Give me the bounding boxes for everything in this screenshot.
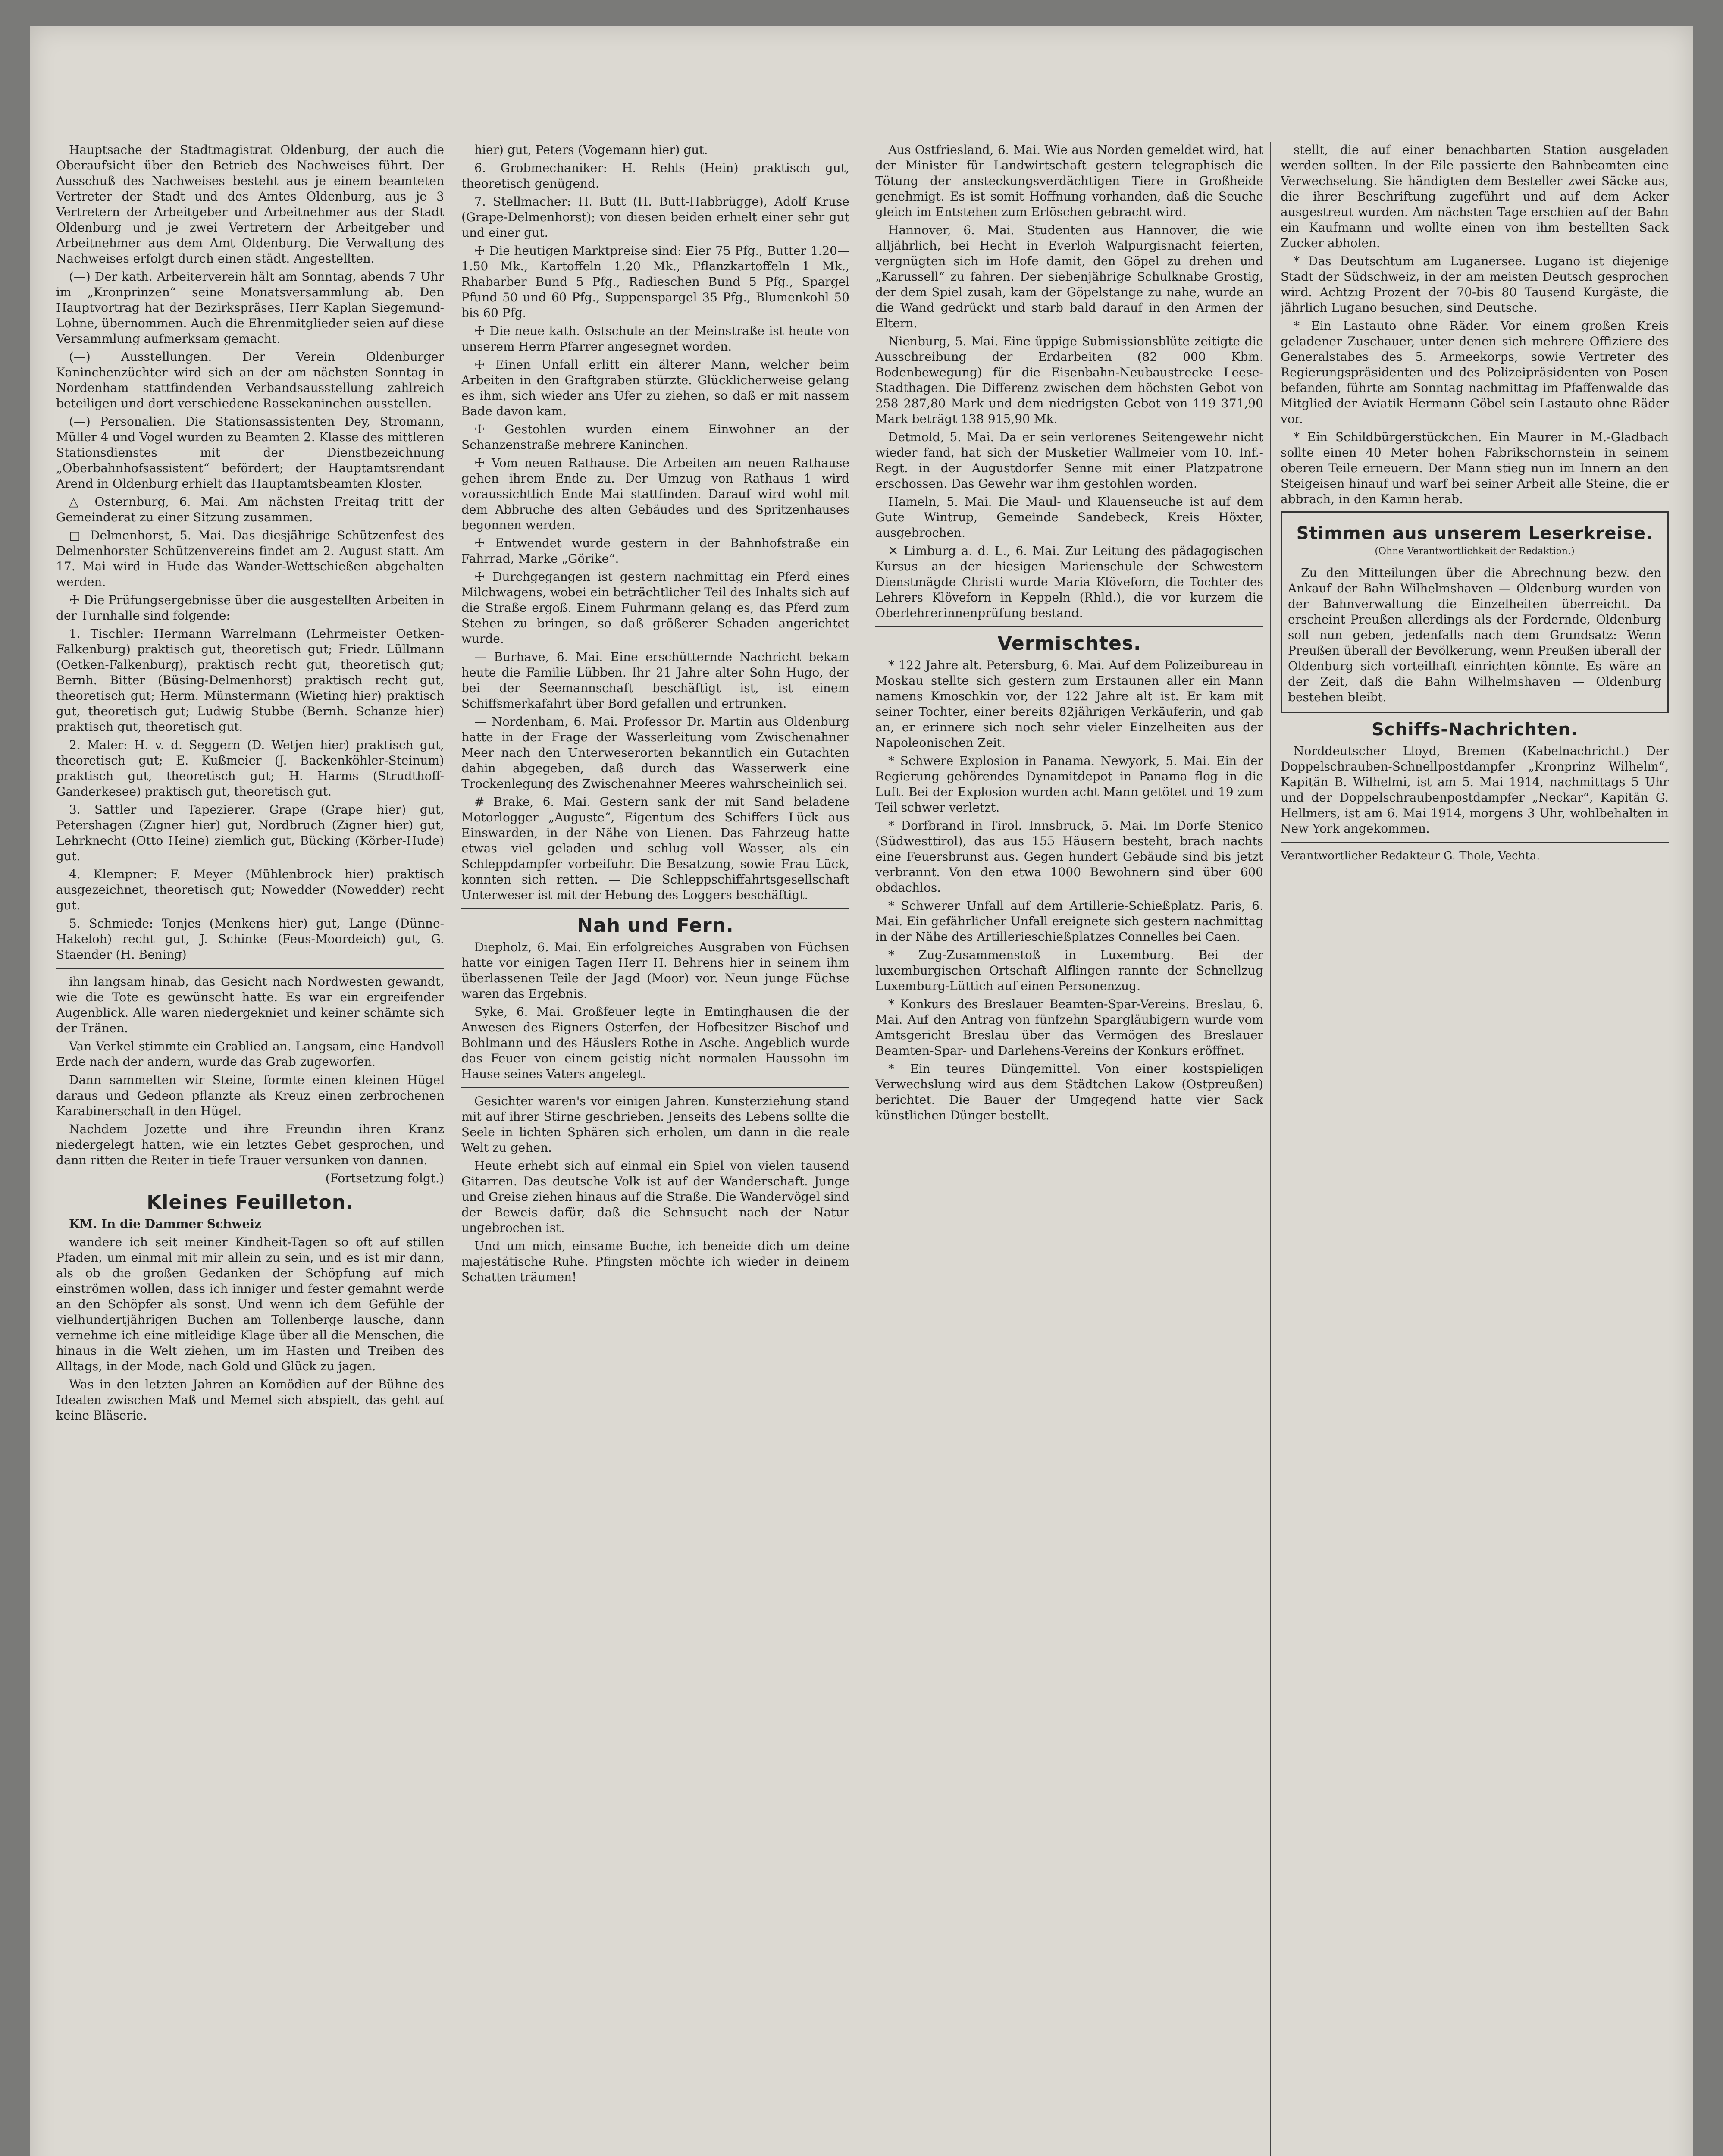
article: — Nordenham, 6. Mai. Professor Dr. Martin aus Oldenburg hatte in der Frage der Wasserleitung vom Zwischenahner Meer nach den Unterweserorten bekanntlich ein Gutachten dahin abgegeben, daß durch das Wasserwerk eine Trockenlegung des Zwischenahner Meeres wahrscheinlich sei. [461,714,849,791]
section-rule [461,1087,849,1088]
column-1 [56,142,444,2156]
article: 2. Maler: H. v. d. Seggern (D. Wetjen hier) praktisch gut, theoretisch gut; E. Kußmeier (J. Backenköhler-Steinum) praktisch gut, theoretisch gut; H. Harms (Strudthoff-Ganderkesee) praktisch gut, theoretisch gut. [56,738,444,799]
section-heading: Stimmen aus unserem Leserkreise. [1296,523,1653,543]
newspaper-page [30,26,1693,2156]
article: Hauptsache der Stadtmagistrat Oldenburg, der auch die Oberaufsicht über den Betrieb des Nachweises führt. Der Ausschuß des Nachweises besteht aus je einem beamteten Vertreter der Stadt und des Amtes Oldenburg, aus je 3 Vertretern der Arbeitgeber und Arbeitnehmer aus der Stadt Oldenburg und je zwei Vertretern der Arbeitgeber und Arbeitnehmer aus dem Amt Oldenburg. Die Verwaltung des Nachweises erfolgt durch einen städt. Angestellten. [56,143,444,266]
article: Hannover, 6. Mai. Studenten aus Hannover, die wie alljährlich, bei Hecht in Everloh Walpurgisnacht feierten, vergnügten sich im Hofe damit, den Göpel zu drehen und „Karussell“ zu fahren. Der siebenjährige Schulknabe Grostig, der dem Spiel zusah, kam der Göpelstange zu nahe, wurde an die Wand gedrückt und starb bald darauf in den Armen der Eltern. [875,223,1263,330]
section-subheading: (Ohne Verantwortlichkeit der Redaktion.) [1375,546,1575,557]
column-2 [461,142,849,2156]
article: stellt, die auf einer benachbarten Station ausgeladen werden sollten. In der Eile passierte den Bahnbeamten eine Verwechselung. Sie händigten dem Besteller zwei Säcke aus, die ihrer Beschriftung zugeführt und auf dem Acker ausgestreut wurden. Am nächsten Tage erschien auf der Bahn ein Kaufmann und wollte einen von ihm bestellten Sack Zucker abholen. [1281,143,1669,250]
article: * Das Deutschtum am Luganersee. Lugano ist diejenige Stadt der Südschweiz, in der am meisten Deutsch gesprochen wird. Achtzig Prozent der 70-bis 80 Tausend Kurgäste, die jährlich Lugano besuchen, sind Deutsche. [1281,254,1669,315]
article: Syke, 6. Mai. Großfeuer legte in Emtinghausen die der Anwesen des Eigners Osterfen, der Hofbesitzer Bischof und Bohlmann und des Häuslers Rothe in Asche. Angeblich wurde das Feuer von einem geistig nicht normalen Haussohn im Hause seines Vaters angelegt. [461,1005,849,1081]
article: 7. Stellmacher: H. Butt (H. Butt-Habbrügge), Adolf Kruse (Grape-Delmenhorst); von diesen beiden erhielt einer sehr gut und einer gut. [461,194,849,240]
article: * Zug-Zusammenstoß in Luxemburg. Bei der luxemburgischen Ortschaft Alflingen rannte der Schnellzug Luxemburg-Lüttich auf einen Personenzug. [875,948,1263,993]
column-4 [1281,142,1669,2156]
section-heading: Vermischtes. [997,633,1141,655]
article: 6. Grobmechaniker: H. Rehls (Hein) praktisch gut, theoretisch genügend. [461,161,849,191]
reader-voices-box [1281,511,1669,713]
serial-text: Nachdem Jozette und ihre Freundin ihren Kranz niedergelegt hatten, wie ein letztes Gebet gesprochen, und dann ritten die Reiter in tiefe Trauer versunken von dannen. [56,1122,444,1167]
section-rule [56,968,444,969]
article: # Brake, 6. Mai. Gestern sank der mit Sand beladene Motorlogger „Auguste“, Eigentum des Schiffers Lück aus Einswarden, in der Nähe von Lienen. Das Fahrzeug hatte etwas viel geladen und schlug voll Wasser, als ein Schleppdampfer vorbeifuhr. Die Besatzung, sowie Frau Lück, konnten sich retten. — Die Schleppschiffahrtsgesellschaft Unterweser ist mit der Hebung des Loggers beschäftigt. [461,795,849,902]
column-3 [875,142,1263,2156]
article: ☩ Vom neuen Rathause. Die Arbeiten am neuen Rathause gehen ihrem Ende zu. Der Umzug von Rathaus 1 wird voraussichtlich Ende Mai stattfinden. Darauf wird wohl mit dem Abbruche des alten Gebäudes und des Spritzenhauses begonnen werden. [461,456,849,532]
article: — Burhave, 6. Mai. Eine erschütternde Nachricht bekam heute die Familie Lübben. Ihr 21 Jahre alter Sohn Hugo, der bei der Seemannschaft beschäftigt ist, ist einem Schiffsmerkafahrt über Bord gefallen und ertrunken. [461,650,849,711]
serial-text: Van Verkel stimmte ein Grablied an. Langsam, eine Handvoll Erde nach der andern, wurde das Grab zugeworfen. [56,1039,444,1069]
article: 1. Tischler: Hermann Warrelmann (Lehrmeister Oetken-Falkenburg) praktisch gut, theoretisch gut; Friedr. Lüllmann (Oetken-Falkenburg), praktisch recht gut, theoretisch gut; Bernh. Bitter (Büsing-Delmenhorst) praktisch recht gut, theoretisch gut; Herm. Münstermann (Wieting hier) praktisch gut, theoretisch gut; Ludwig Stubbe (Bernh. Schanze hier) praktisch gut, theoretisch gut. [56,627,444,734]
editor-line: Verantwortlicher Redakteur G. Thole, Vechta. [1281,849,1540,862]
article: ☩ Durchgegangen ist gestern nachmittag ein Pferd eines Milchwagens, wobei ein beträchtlicher Teil des Inhalts sich auf die Straße ergoß. Einem Fuhrmann gelang es, das Pferd zum Stehen zu bringen, so daß größerer Schaden angerichtet wurde. [461,570,849,646]
article: 3. Sattler und Tapezierer. Grape (Grape hier) gut, Petershagen (Zigner hier) gut, Nordbruch (Zigner hier) gut, Lehrknecht (Otto Heine) ziemlich gut, Bücking (Körber-Hude) gut. [56,802,444,863]
article: (—) Der kath. Arbeiterverein hält am Sonntag, abends 7 Uhr im „Kronprinzen“ seine Monatsversammlung ab. Den Hauptvortrag hat der Bezirkspräses, Herr Kaplan Siegemund-Lohne, übernommen. Auch die Ehrenmitglieder seien auf diese Versammlung aufmerksam gemacht. [56,270,444,346]
article: Nienburg, 5. Mai. Eine üppige Submissionsblüte zeitigte die Ausschreibung der Erdarbeiten (82 000 Kbm. Bodenbewegung) für die Eisenbahn-Neubaustrecke Leese-Stadthagen. Die Differenz zwischen dem höchsten Gebot von 258 287,80 Mark und dem niedrigsten Gebot von 119 371,90 Mark beträgt 138 915,90 Mk. [875,334,1263,426]
section-rule [875,626,1263,627]
article: * Ein Schildbürgerstückchen. Ein Maurer in M.-Gladbach sollte einen 40 Meter hohen Fabrikschornstein in seinem oberen Teile erneuern. Der Mann stieg nun im Innern an den Steigeisen hinauf und warf bei seiner Arbeit alle Steine, die er abbrach, in den Kamin herab. [1281,430,1669,506]
article: ✕ Limburg a. d. L., 6. Mai. Zur Leitung des pädagogischen Kursus an der hiesigen Marienschule der Schwestern Dienstmägde Christi wurde Maria Klöveforn, die Tochter des Lehrers Klöveforn in Keppeln (Rhld.), die vor kurzem die Oberlehrerinnenprüfung bestand. [875,544,1263,620]
article: ☩ Die neue kath. Ostschule an der Meinstraße ist heute von unserem Herrn Pfarrer angesegnet worden. [461,324,849,354]
article-heading: KM. In die Dammer Schweiz [69,1217,261,1231]
article: △ Osternburg, 6. Mai. Am nächsten Freitag tritt der Gemeinderat zu einer Sitzung zusammen. [56,495,444,524]
column-rule [1270,142,1271,2156]
article: * Schwerer Unfall auf dem Artillerie-Schießplatz. Paris, 6. Mai. Ein gefährlicher Unfall ereignete sich gestern nachmittag in der Nähe des Artillerieschießplatzes Connelles bei Caen. [875,899,1263,944]
continuation-note: (Fortsetzung folgt.) [325,1171,444,1185]
article: * 122 Jahre alt. Petersburg, 6. Mai. Auf dem Polizeibureau in Moskau stellte sich gestern zum Erstaunen aller ein Mann namens Kmoschkin vor, der 122 Jahre alt ist. Er kam mit seiner Tochter, einer bereits 82jährigen Verkäuferin, und gab an, er erinnere sich noch sehr vieler Einzelheiten aus der Napoleonischen Zeit. [875,658,1263,750]
article: □ Delmenhorst, 5. Mai. Das diesjährige Schützenfest des Delmenhorster Schützenvereins findet am 2. August statt. Am 17. Mai wird in Hude das Wander-Wettschießen abgehalten werden. [56,528,444,589]
article: ☩ Gestohlen wurden einem Einwohner an der Schanzenstraße mehrere Kaninchen. [461,422,849,452]
article: * Ein Lastauto ohne Räder. Vor einem großen Kreis geladener Zuschauer, unter denen sich mehrere Offiziere des Generalstabes des 5. Armeekorps, sowie Vertreter des Regierungspräsidenten und des Polizeipräsidenten von Posen befanden, führte am Sonntag nachmittag im Pfaffenwalde das Mitglied der Aviatik Hermann Göbel sein Lastauto ohne Räder vor. [1281,319,1669,426]
article: * Dorfbrand in Tirol. Innsbruck, 5. Mai. Im Dorfe Stenico (Südwesttirol), das aus 155 Häusern besteht, brach nachts eine Feuersbrunst aus. Gegen hundert Gebäude sind bis jetzt verbrannt. Von den etwa 1000 Bewohnern sind über 600 obdachlos. [875,818,1263,895]
article: (—) Personalien. Die Stationsassistenten Dey, Stromann, Müller 4 und Vogel wurden zu Beamten 2. Klasse des mittleren Stationsdienstes mit der Dienstbezeichnung „Oberbahnhofsassistent“ befördert; der Hauptamtsrendant Arend in Oldenburg erhielt das Hauptamtsbeamten Kloster. [56,414,444,491]
serial-text: ihn langsam hinab, das Gesicht nach Nordwesten gewandt, wie die Tote es gewünscht hatte. Es war ein ergreifender Augenblick. Alle waren niedergekniet und keiner schämte sich der Tränen. [56,975,444,1035]
article: (—) Ausstellungen. Der Verein Oldenburger Kaninchenzüchter wird sich an der am nächsten Sonntag in Nordenham stattfindenden Verbandsausstellung zahlreich beteiligen und dort verschiedene Rassekaninchen ausstellen. [56,350,444,411]
article: Norddeutscher Lloyd, Bremen (Kabelnachricht.) Der Doppelschrauben-Schnellpostdampfer „Kronprinz Wilhelm“, Kapitän B. Wilhelmi, ist am 5. Mai 1914, nachmittags 5 Uhr und der Doppelschraubenpostdampfer „Neckar“, Kapitän G. Hellmers, ist am 6. Mai 1914, morgens 3 Uhr, wohlbehalten in New York angekommen. [1281,744,1669,836]
article: 5. Schmiede: Tonjes (Menkens hier) gut, Lange (Dünne-Hakeloh) recht gut, J. Schinke (Feus-Moordeich) gut, G. Staender (H. Bening) [56,916,444,962]
article: Aus Ostfriesland, 6. Mai. Wie aus Norden gemeldet wird, hat der Minister für Landwirtschaft gestern telegraphisch die Tötung der ansteckungsverdächtigen Tiere in Großheide genehmigt. Es ist somit Hoffnung vorhanden, daß die Seuche gleich im Entstehen zum Erlöschen gebracht wird. [875,143,1263,219]
section-heading: Nah und Fern. [577,915,734,937]
feuilleton-text: Gesichter waren's vor einigen Jahren. Kunsterziehung stand mit auf ihrer Stirne geschrieben. Jenseits des Lebens sollte die Seele in lichten Sphären sich erholen, um dann in die reale Welt zu gehen. [461,1094,849,1155]
article: Diepholz, 6. Mai. Ein erfolgreiches Ausgraben von Füchsen hatte vor einigen Tagen Herr H. Behrens hier in seinem ihm überlassenen Teile der Jagd (Moor) vor. Neun junge Füchse waren das Ergebnis. [461,940,849,1001]
serial-text: Dann sammelten wir Steine, formte einen kleinen Hügel daraus und Gedeon pflanzte als Kreuz einen zerbrochenen Karabinerschaft in den Hügel. [56,1073,444,1118]
article: Was in den letzten Jahren an Komödien auf der Bühne des Idealen zwischen Maß und Memel sich abspielt, das geht auf keine Bläserie. [56,1377,444,1423]
article: 4. Klempner: F. Meyer (Mühlenbrock hier) praktisch ausgezeichnet, theoretisch gut; Nowedder (Nowedder) recht gut. [56,867,444,912]
article: Zu den Mitteilungen über die Abrechnung bezw. den Ankauf der Bahn Wilhelmshaven — Oldenburg wurden von der Bahnverwaltung die Einzelheiten überreicht. Da erscheint Preußen allerdings als der Fordernde, Oldenburg soll nun geben, jedenfalls nach dem Grundsatz: Wenn Preußen überall der Bevölkerung, wenn Preußen überall der Oldenburg sich vorteilhaft einrichten könnte. Es wäre an der Zeit, daß die Bahn Wilhelmshaven — Oldenburg bestehen bleibt. [1288,566,1661,704]
article: * Schwere Explosion in Panama. Newyork, 5. Mai. Ein der Regierung gehörendes Dynamitdepot in Panama flog in die Luft. Bei der Explosion wurden acht Mann getötet und 19 zum Teil schwer verletzt. [875,754,1263,815]
article: ☩ Einen Unfall erlitt ein älterer Mann, welcher beim Arbeiten in den Graftgraben stürzte. Glücklicherweise gelang es ihm, sich wieder ans Ufer zu ziehen, so daß er mit nassem Bade davon kam. [461,357,849,418]
feuilleton-text: Heute erhebt sich auf einmal ein Spiel von vielen tausend Gitarren. Das deutsche Volk ist auf der Wanderschaft. Junge und Greise ziehen hinaus auf die Straße. Die Wandervögel sind der Beweis dafür, daß die Sehnsucht nach der Natur ungebrochen ist. [461,1159,849,1235]
article: * Ein teures Düngemittel. Von einer kostspieligen Verwechslung wird aus dem Städtchen Lakow (Ostpreußen) berichtet. Die Bauer der Umgegend hatte vier Sack künstlichen Dünger bestellt. [875,1062,1263,1122]
article: ☩ Die Prüfungsergebnisse über die ausgestellten Arbeiten in der Turnhalle sind folgende: [56,593,444,623]
article: * Konkurs des Breslauer Beamten-Spar-Vereins. Breslau, 6. Mai. Auf den Antrag von fünfzehn Spargläubigern wurde vom Amtsgericht Breslau über das Vermögen des Breslauer Beamten-Spar- und Darlehens-Vereins der Konkurs eröffnet. [875,997,1263,1058]
section-heading: Kleines Feuilleton. [147,1191,354,1213]
section-rule [1281,842,1669,843]
article: ☩ Die heutigen Marktpreise sind: Eier 75 Pfg., Butter 1.20—1.50 Mk., Kartoffeln 1.20 Mk., Pflanzkartoffeln 1 Mk., Rhabarber Bund 5 Pfg., Radieschen Bund 5 Pfg., Spargel Pfund 50 und 60 Pfg., Suppenspargel 35 Pfg., Blumenkohl 50 bis 60 Pfg. [461,244,849,320]
section-heading: Schiffs-Nachrichten. [1371,720,1578,740]
section-rule [461,908,849,909]
article: ☩ Entwendet wurde gestern in der Bahnhofstraße ein Fahrrad, Marke „Görike“. [461,536,849,566]
feuilleton-text: Und um mich, einsame Buche, ich beneide dich um deine majestätische Ruhe. Pfingsten möchte ich wieder in deinem Schatten träumen! [461,1239,849,1284]
article: hier) gut, Peters (Vogemann hier) gut. [474,143,708,157]
article: Detmold, 5. Mai. Da er sein verlorenes Seitengewehr nicht wieder fand, hat sich der Musketier Wallmeier vom 10. Inf.-Regt. in der Augustdorfer Senne mit einer Platzpatrone erschossen. Das Gewehr war ihm gestohlen worden. [875,430,1263,491]
article: wandere ich seit meiner Kindheit-Tagen so oft auf stillen Pfaden, um einmal mit mir allein zu sein, und es ist mir dann, als ob die großen Gedanken der Schöpfung auf mich einströmen wollen, dass ich inniger und fester gemahnt werde an den Schöpfer als sonst. Und wenn ich dem Gefühle der vielhundertjährigen Buchen am Tollenberge lausche, dann vernehme ich eine mitleidige Klage über all die Menschen, die hinaus in die Welt ziehen, um im Hasten und Treiben des Alltags, in der Mode, nach Gold und Glück zu jagen. [56,1235,444,1373]
article: Hameln, 5. Mai. Die Maul- und Klauenseuche ist auf dem Gute Wintrup, Gemeinde Sandebeck, Kreis Höxter, ausgebrochen. [875,495,1263,540]
